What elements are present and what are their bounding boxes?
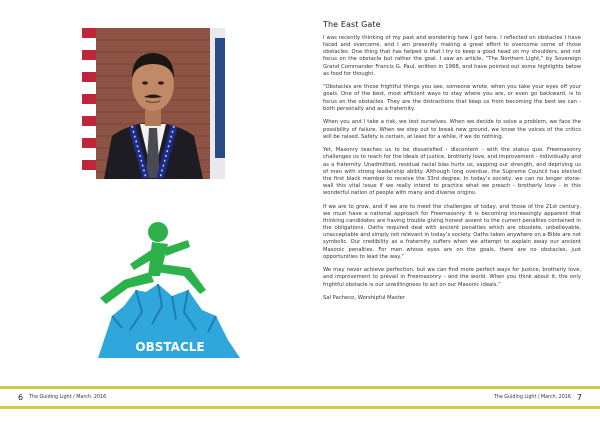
article-paragraph: I was recently thinking of my past and wondering how I got here. I reflected on obstacles I have faced and overcome, and I am presently making a great effort to overcome some of those obstacles. One thing that has helped is that I try to keep a good head on my shoulders, and not focus on the obstacle but rather the goal. I saw an article, “The Northern Light,” by Sovereign Grand Commander Francis G. Paul, written in 1988, and have pointed out some highlights below as food for thought. (323, 35, 581, 77)
portrait-photo (82, 28, 225, 179)
footer-left (18, 393, 106, 402)
footer-right (494, 393, 582, 402)
page-number-left: 6 (18, 393, 24, 402)
article-paragraph: When you and I take a risk, we test ourselves. When we decide to solve a problem, we face the possibility of failure. When we step out to break new ground, we know the voices of the critics will be raised. Safety is certain, at least for a while, if we do nothing. (323, 119, 581, 140)
article-paragraph: If we are to grow, and if we are to meet the challenges of today, and those of the 21st century, we must have a national approach for Freemasonry. It is becoming increasingly apparent that thinking candidates are having trouble giving honest assent to the current penalties contained in the obligations. Oaths required deal with ancient penalties which are obsolete, unbelievable, unacceptable and simply not relevant in today’s society. Oaths taken anywhere on a Bible are not symbolic. Our credibility as a fraternity suffers when we attempt to explain away our ancient Masonic penalties. For men whose eyes are on the goals, there are no obstacles, just opportunities to lead the way.” (323, 203, 581, 260)
footer-rule-top (0, 386, 600, 389)
article-title: The East Gate (323, 20, 381, 29)
obstacle-label: OBSTACLE (135, 340, 205, 354)
footer-publication-left: The Guiding Light / March. 2016 (29, 395, 107, 400)
article-paragraph: “Obstacles are those frightful things you see, someone wrote, when you take your eyes off your goals. One of the best, most efficient ways to stay where you are, or even go backward, is to focus on the obstacles. They are the distractions that keep us from becoming the best we can - both personally and as a fraternity. (323, 84, 581, 112)
page-number-right: 7 (576, 393, 582, 402)
article (323, 20, 581, 301)
article-signature: Sal Pacheco, Worshipful Master (323, 295, 406, 302)
footer-publication-right: The Guiding Light / March. 2016 (493, 395, 571, 400)
footer-rule-bottom (0, 406, 600, 409)
article-paragraph: Yet, Masonry teaches us to be dissatisfied - discontent - with the status quo. Freemasonry challenges us to reach for the ideals of justice, brotherly love, and improvement - individually and as a fraternity. Unadmitted, residual racial bias hurts us, sapping our strength, and depriving us of men with strong leadership ability. Although long overdue, the Supreme Council has elected the first black member to receive the 33rd degree. In today’s society, we can no longer stone-wall this vital issue if we really intend to practice what we preach - brotherly love - in this wonderful nation of people with many and diverse origins. (323, 147, 581, 197)
article-paragraph: We may never achieve perfection, but we can find more perfect ways for justice, brotherly love, and improvement to prevail in Freemasonry - and the world. When you think about it, the only frightful obstacle is our unwillingness to act on our Masonic ideals.” (323, 267, 581, 288)
obstacle-illustration (92, 220, 247, 358)
